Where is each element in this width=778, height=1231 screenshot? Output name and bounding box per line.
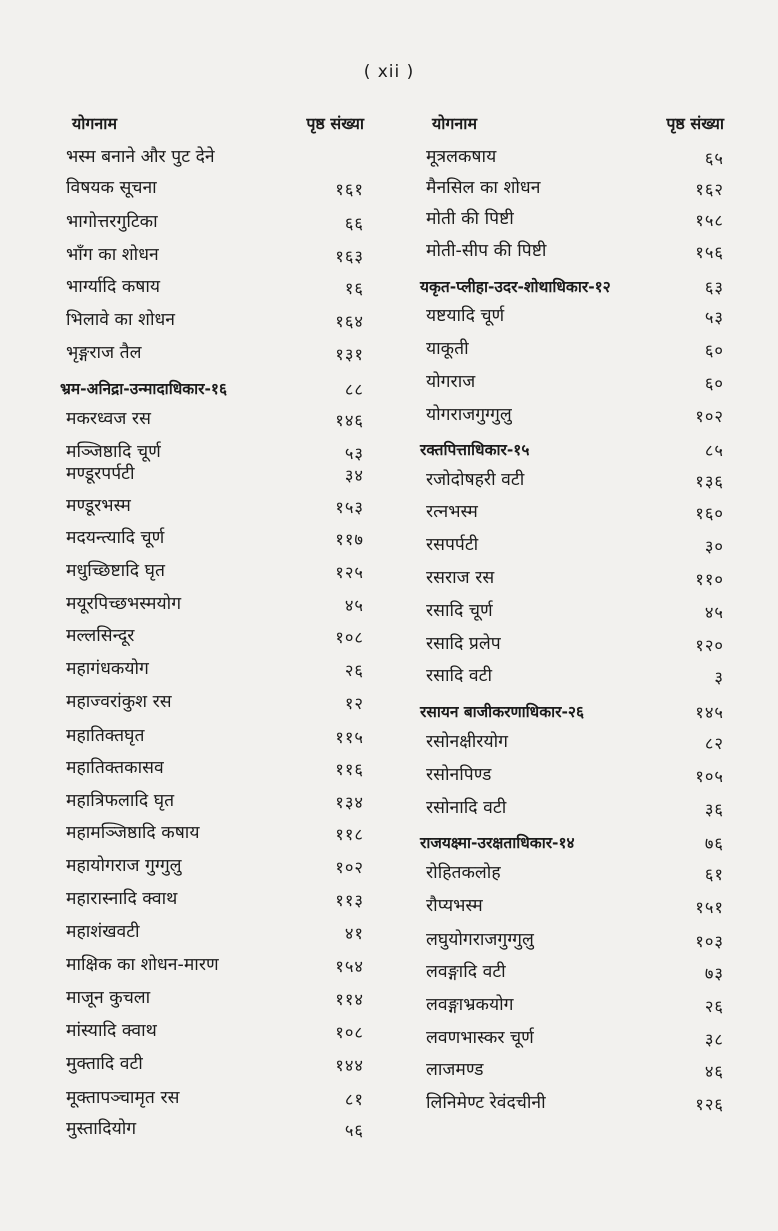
entry-name: योगराजगुग्गुलु <box>426 405 512 425</box>
index-entry-row <box>58 917 370 950</box>
entry-name: मोती-सीप की पिष्टी <box>426 241 547 261</box>
entry-name: लाजमण्ड <box>426 1060 484 1080</box>
index-entry-row <box>58 404 370 437</box>
entry-name: महात्रिफलादि घृत <box>66 791 175 811</box>
entry-page-number: ११७ <box>335 530 364 549</box>
entry-name: रजोदोषहरी वटी <box>426 470 525 490</box>
index-entry-row <box>58 818 370 851</box>
entry-name: रसोनक्षीरयोग <box>426 732 509 752</box>
index-entry-row <box>418 142 730 173</box>
entry-name: रसोनपिण्ड <box>426 765 492 785</box>
index-entry-row <box>58 621 370 654</box>
entry-page-number: २६ <box>704 997 724 1016</box>
index-entry-row <box>418 891 730 925</box>
index-entry-row <box>418 957 730 990</box>
index-entry-row <box>418 236 730 269</box>
index-entry-row <box>58 491 370 523</box>
entry-name: मधुच्छिष्टादि घृत <box>66 561 165 581</box>
entry-page-number: ६० <box>704 374 724 393</box>
index-entry-row <box>58 654 370 687</box>
index-entry-row <box>58 884 370 917</box>
entry-name: भिलावे का शोधन <box>66 310 175 330</box>
index-entry-row <box>418 465 730 497</box>
entry-page-number: १३१ <box>335 345 364 364</box>
entry-name: मण्डूरभस्म <box>66 496 131 516</box>
entry-page-number: १४५ <box>695 703 724 722</box>
entry-page-number: १५३ <box>335 498 364 517</box>
entry-name: योगराज <box>426 372 476 392</box>
entry-name: मांस्यादि क्वाथ <box>66 1021 157 1041</box>
section-title: राजयक्ष्मा-उरक्षताधिकार-१४ <box>420 834 575 852</box>
index-entry-row <box>418 367 730 400</box>
entry-page-number: १२५ <box>335 563 364 582</box>
index-entry-row <box>58 142 370 173</box>
index-entry-row <box>58 1016 370 1049</box>
entry-page-number: ११३ <box>335 891 364 910</box>
entry-name: महायोगराज गुग्गुलु <box>66 856 182 876</box>
entry-page-number: १२० <box>695 636 724 655</box>
entry-page-number: २६ <box>344 661 364 680</box>
entry-page-number: १३४ <box>335 793 364 812</box>
entry-page-number: १६४ <box>335 312 364 331</box>
entry-page-number: ५६ <box>344 1121 364 1140</box>
entry-name: महामञ्जिष्ठादि कषाय <box>66 823 200 843</box>
entry-name: मूक्तापञ्चामृत रस <box>66 1088 180 1108</box>
index-entry-row <box>58 1114 370 1147</box>
index-entry-row <box>418 727 730 760</box>
entry-list <box>58 142 370 1147</box>
index-entry-row <box>418 1088 730 1121</box>
index-entry-row <box>58 753 370 786</box>
index-entry-row <box>58 1083 370 1114</box>
entry-name: मैनसिल का शोधन <box>426 178 541 198</box>
entry-page-number: १०५ <box>695 767 724 786</box>
section-title: यकृत-प्लीहा-उदर-शोथाधिकार-१२ <box>420 278 611 296</box>
index-entry-row <box>58 272 370 305</box>
entry-name: रसादि प्रलेप <box>426 634 501 654</box>
entry-page-number: ४५ <box>704 603 724 622</box>
entry-page-number: ३८ <box>704 1030 724 1049</box>
entry-name: महाशंखवटी <box>66 922 140 942</box>
entry-page-number: ६० <box>704 341 724 360</box>
entry-name: मञ्जिष्ठादि चूर्ण <box>66 442 161 462</box>
entry-name: याकूती <box>426 339 469 359</box>
entry-page-number: १५६ <box>695 243 724 262</box>
entry-name: मुस्तादियोग <box>66 1119 137 1139</box>
entry-name: माजून कुचला <box>66 988 151 1008</box>
index-entry-row <box>418 1023 730 1055</box>
entry-name: भस्म बनाने और पुट देने <box>66 147 215 167</box>
entry-page-number: ४५ <box>344 596 364 615</box>
entry-page-number: ११० <box>695 570 724 589</box>
section-title: रसायन बाजीकरणाधिकार-२६ <box>420 703 585 721</box>
index-entry-row <box>418 173 730 204</box>
entry-name: रौप्यभस्म <box>426 896 483 916</box>
index-entry-row <box>58 459 370 491</box>
entry-name: यष्टयादि चूर्ण <box>426 306 505 326</box>
entry-page-number: १०२ <box>695 407 724 426</box>
entry-name: लवङ्गादि वटी <box>426 962 506 982</box>
entry-page-number: १२ <box>344 694 364 713</box>
entry-name: महाज्वरांकुश रस <box>66 692 172 712</box>
entry-page-number: १५८ <box>695 211 724 230</box>
index-entry-row <box>418 925 730 957</box>
entry-name: मल्लसिन्दूर <box>66 626 135 646</box>
entry-name: महातिक्तघृत <box>66 726 145 746</box>
index-entry-row <box>58 983 370 1016</box>
index-entry-row <box>58 589 370 621</box>
entry-page-number: १५१ <box>695 898 724 917</box>
entry-name: मुक्तादि वटी <box>66 1054 143 1074</box>
entry-page-number: ८२ <box>704 734 724 753</box>
entry-name: मयूरपिच्छभस्मयोग <box>66 594 182 614</box>
entry-page-number: १०८ <box>335 628 364 647</box>
entry-name: रसराज रस <box>426 568 495 588</box>
index-column-left <box>58 108 370 1147</box>
index-entry-row <box>58 687 370 721</box>
index-column-right <box>418 108 730 1121</box>
index-entry-row <box>418 204 730 236</box>
entry-name: महातिक्तकासव <box>66 758 164 778</box>
section-title: भ्रम-अनिद्रा-उन्मादाधिकार-१६ <box>60 380 228 398</box>
section-heading-row <box>418 825 730 858</box>
entry-name: लवणभास्कर चूर्ण <box>426 1028 534 1048</box>
entry-page-number: ८५ <box>704 441 724 460</box>
entry-page-number: ६५ <box>704 149 724 168</box>
entry-page-number: ५३ <box>704 308 724 327</box>
index-entry-row <box>58 305 370 338</box>
entry-name: लवङ्गाभ्रकयोग <box>426 995 514 1015</box>
entry-page-number: ११४ <box>335 990 364 1009</box>
entry-name: रसादि वटी <box>426 666 492 686</box>
page-number: ( xii ) <box>363 62 415 82</box>
entry-name: मूत्रलकषाय <box>426 147 497 167</box>
entry-name: रोहितकलोह <box>426 863 501 883</box>
entry-page-number: ७३ <box>704 964 724 983</box>
entry-page-number: ३६ <box>704 800 724 819</box>
header-page-number: पृष्ठ संख्या <box>306 114 364 133</box>
entry-page-number: ६१ <box>704 865 724 884</box>
entry-page-number: ११६ <box>335 760 364 779</box>
entry-name: भागोत्तरगुटिका <box>66 212 158 232</box>
entry-name: लघुयोगराजगुग्गुलु <box>426 930 534 950</box>
index-entry-row <box>418 563 730 596</box>
entry-name: रसादि चूर्ण <box>426 601 493 621</box>
entry-page-number: ४६ <box>704 1062 724 1081</box>
index-entry-row <box>58 207 370 240</box>
index-entry-row <box>58 338 370 371</box>
entry-name: मण्डूरपर्पटी <box>66 464 135 484</box>
entry-name: लिनिमेण्ट रेवंदचीनी <box>426 1093 546 1113</box>
index-entry-row <box>418 596 730 629</box>
index-entry-row <box>418 858 730 891</box>
entry-page-number: ११८ <box>335 825 364 844</box>
index-entry-row <box>58 950 370 983</box>
index-entry-row <box>418 497 730 530</box>
entry-page-number: १०३ <box>695 932 724 951</box>
entry-page-number: ८८ <box>344 380 364 399</box>
index-entry-row <box>418 793 730 825</box>
column-header <box>58 108 370 142</box>
section-heading-row <box>418 432 730 465</box>
entry-page-number: ३४ <box>344 466 364 485</box>
entry-name: मदयन्त्यादि चूर्ण <box>66 528 165 548</box>
entry-name: मकरध्वज रस <box>66 409 151 429</box>
entry-page-number: ७६ <box>704 834 724 853</box>
entry-name: भाँग का शोधन <box>66 245 159 265</box>
entry-list <box>418 142 730 1121</box>
entry-name: रसोनादि वटी <box>426 798 507 818</box>
entry-name: माक्षिक का शोधन-मारण <box>66 955 219 975</box>
index-entry-row <box>58 523 370 556</box>
entry-name: महारास्नादि क्वाथ <box>66 889 178 909</box>
entry-page-number: १३६ <box>695 472 724 491</box>
section-heading-row <box>418 269 730 301</box>
entry-page-number: ६३ <box>704 278 724 297</box>
entry-page-number: १५४ <box>335 957 364 976</box>
column-header <box>418 108 730 142</box>
index-entry-row <box>58 556 370 589</box>
entry-page-number: ६६ <box>344 214 364 233</box>
entry-page-number: १४४ <box>335 1056 364 1075</box>
entry-page-number: १४६ <box>335 411 364 430</box>
index-entry-row <box>58 240 370 272</box>
entry-page-number: ३० <box>704 537 724 556</box>
entry-page-number: १६० <box>695 504 724 523</box>
entry-name: भृङ्गराज तैल <box>66 343 142 363</box>
entry-name: महागंधकयोग <box>66 659 149 679</box>
index-entry-row <box>58 786 370 818</box>
index-entry-row <box>58 1049 370 1083</box>
section-title: रक्तपित्ताधिकार-१५ <box>420 441 530 459</box>
header-page-number: पृष्ठ संख्या <box>666 114 724 133</box>
index-entry-row <box>58 173 370 207</box>
section-heading-row <box>418 694 730 727</box>
index-entry-row <box>418 301 730 334</box>
index-entry-row <box>418 530 730 563</box>
entry-page-number: १२६ <box>695 1095 724 1114</box>
entry-page-number: १०८ <box>335 1023 364 1042</box>
index-entry-row <box>418 661 730 694</box>
index-entry-row <box>58 721 370 753</box>
entry-page-number: १६२ <box>695 180 724 199</box>
entry-name: मोती की पिष्टी <box>426 209 514 229</box>
entry-page-number: ५३ <box>344 444 364 463</box>
entry-page-number: १६१ <box>335 180 364 199</box>
entry-page-number: १६ <box>344 279 364 298</box>
entry-page-number: ३ <box>714 668 724 687</box>
index-entry-row <box>418 1055 730 1088</box>
entry-page-number: ११५ <box>335 728 364 747</box>
index-entry-row <box>418 990 730 1023</box>
entry-name: रत्नभस्म <box>426 502 478 522</box>
index-entry-row <box>418 629 730 661</box>
header-yoganam: योगनाम <box>432 114 478 133</box>
entry-name: विषयक सूचना <box>66 178 157 198</box>
entry-page-number: ८१ <box>344 1090 364 1109</box>
index-entry-row <box>418 760 730 793</box>
index-entry-row <box>58 851 370 884</box>
entry-page-number: १६३ <box>335 247 364 266</box>
index-entry-row <box>418 334 730 367</box>
entry-name: रसपर्पटी <box>426 535 479 555</box>
entry-name: भार्ग्यादि कषाय <box>66 277 161 297</box>
header-yoganam: योगनाम <box>72 114 118 133</box>
index-entry-row <box>418 400 730 432</box>
index-entry-row <box>58 437 370 463</box>
entry-page-number: १०२ <box>335 858 364 877</box>
entry-page-number: ४१ <box>344 924 364 943</box>
section-heading-row <box>58 371 370 404</box>
